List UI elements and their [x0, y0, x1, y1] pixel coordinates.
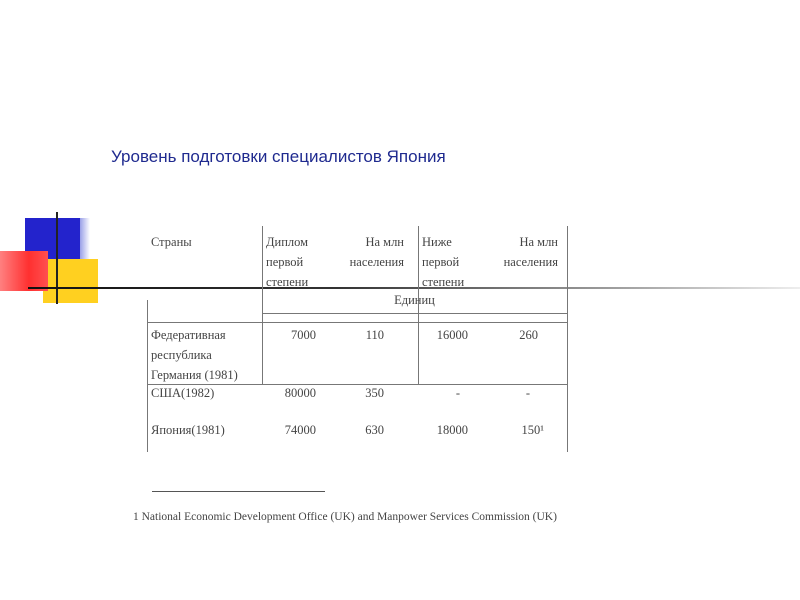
table-grid-line: [262, 313, 567, 314]
footnote-divider: [152, 491, 325, 492]
row-value: 350: [365, 386, 384, 400]
slide-title: Уровень подготовки специалистов Япония: [111, 147, 446, 166]
row-country: Федеративная республика Германия (1981): [151, 328, 238, 382]
header-below-first: Ниже первой степени: [422, 235, 465, 289]
row-value: 80000: [284, 386, 316, 400]
row-value: 630: [365, 423, 384, 437]
header-per-million-1: На млн населения: [349, 235, 404, 269]
header-per-million-2: На млн населения: [503, 235, 558, 269]
row-value: 7000: [291, 328, 316, 342]
row-value: 260: [519, 328, 538, 342]
row-value: 18000: [436, 423, 468, 437]
header-diploma: Диплом первой степени: [266, 235, 309, 289]
header-country: Страны: [151, 235, 192, 249]
footnote: 1 National Economic Development Office (UK) and Manpower Services Commission (UK): [133, 511, 557, 523]
row-value: 110: [365, 328, 384, 342]
unit-label: Единиц: [394, 293, 435, 307]
row-value: -: [455, 386, 460, 400]
table-grid-line: [567, 226, 568, 452]
row-value: -: [525, 386, 530, 400]
row-value: 16000: [436, 328, 468, 342]
row-value: 74000: [284, 423, 316, 437]
row-value: 150¹: [521, 423, 544, 437]
row-country: США(1982): [151, 386, 215, 400]
table-grid-line: [147, 322, 567, 323]
row-country: Япония(1981): [151, 423, 225, 437]
